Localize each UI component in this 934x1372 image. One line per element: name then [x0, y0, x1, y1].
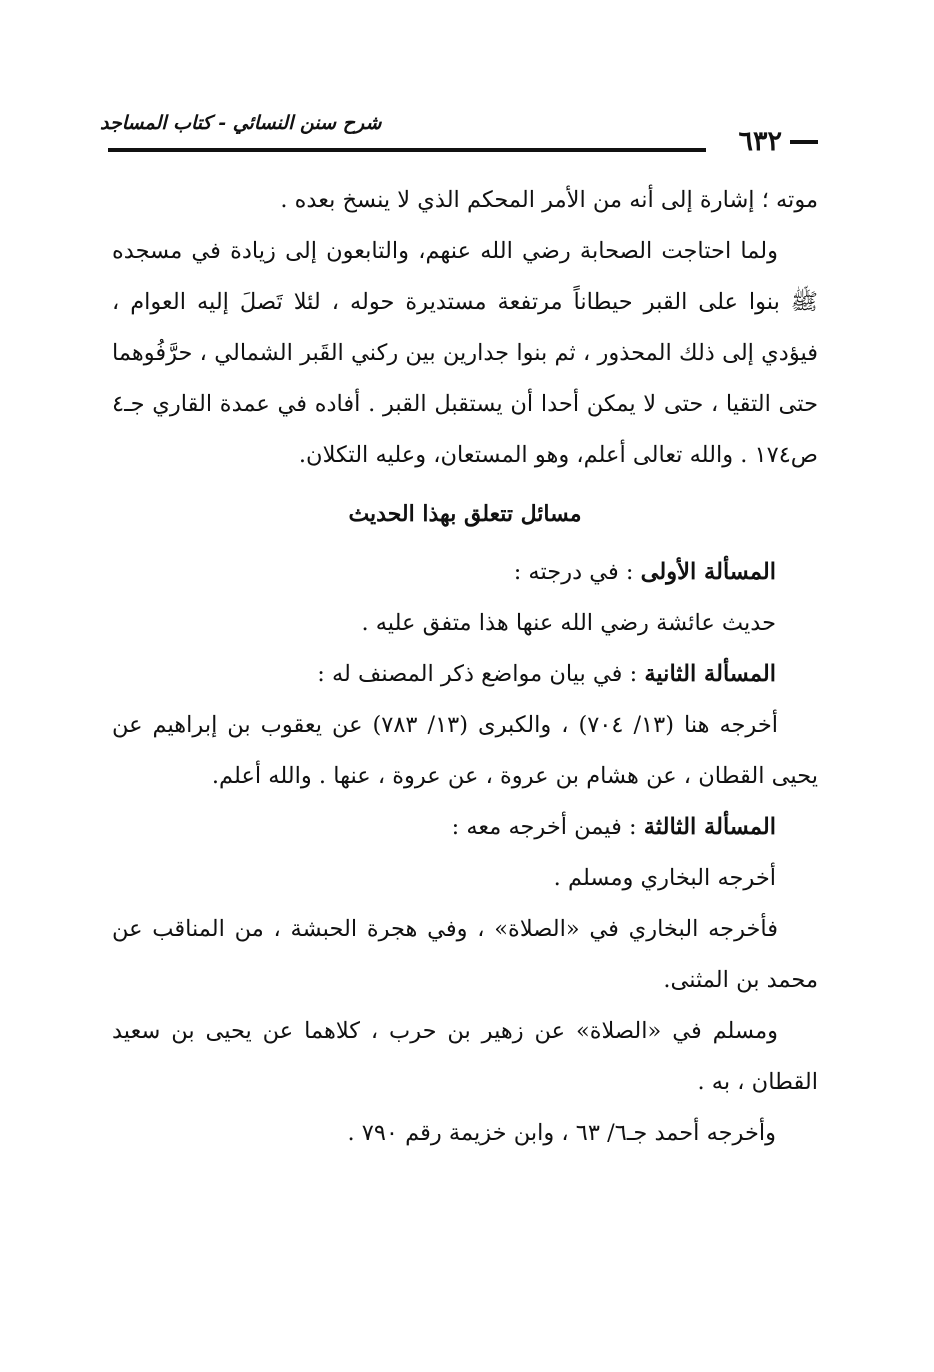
paragraph: ومسلم في «الصلاة» عن زهير بن حرب ، كلاهما عن يحيى بن سعيد القطان ، به . [112, 1018, 818, 1095]
page-number-dash [790, 140, 818, 144]
question-label: المسألة الأولى [640, 559, 776, 585]
section-title: مسائل تتعلق بهذا الحديث [348, 501, 582, 527]
paragraph: أخرجه البخاري ومسلم . [553, 865, 776, 891]
question-topic: : في درجته : [513, 559, 641, 585]
running-title: شرح سنن النسائي - كتاب المساجد [100, 112, 382, 134]
question-label: المسألة الثانية [644, 661, 776, 687]
question-heading [112, 649, 818, 700]
paragraph: موته ؛ إشارة إلى أنه من الأمر المحكم الذي لا ينسخ بعده . [280, 187, 818, 213]
page-body [112, 175, 818, 1159]
paragraph: فأخرجه البخاري في «الصلاة» ، وفي هجرة الحبشة ، من المناقب عن محمد بن المثنى. [112, 916, 818, 993]
page-header [100, 108, 818, 158]
paragraph: ولما احتاجت الصحابة رضي الله عنهم، والتابعون إلى زيادة في مسجده ﷺ بنوا على القبر حيطاناً مرتفعة مستديرة حوله ، لئلا تَصلَ إليه العوام ، فيؤدي إلى ذلك المحذور ، ثم بنوا جدارين بين ركني القَبر الشمالي ، حرَّفُوهما حتى التقيا ، حتى لا يمكن أحدا أن يستقبل القبر . أفاده في عمدة القاري جـ٤ ص١٧٤ . والله تعالى أعلم، وهو المستعان، وعليه التكلان. [112, 238, 818, 468]
question-label: المسألة الثالثة [643, 814, 776, 840]
question-topic: : فيمن أخرجه معه : [451, 814, 644, 840]
page-number-area [738, 126, 818, 157]
paragraph: حديث عائشة رضي الله عنها هذا متفق عليه . [361, 610, 776, 636]
header-rule [108, 148, 706, 152]
paragraph: أخرجه هنا (١٣/ ٧٠٤) ، والكبرى (١٣/ ٧٨٣) عن يعقوب بن إبراهيم عن يحيى القطان ، عن هشام بن عروة ، عن عروة ، عنها . والله أعلم. [112, 712, 818, 789]
question-heading [112, 802, 818, 853]
page-number: ٦٣٢ [738, 126, 782, 157]
question-heading [112, 547, 818, 598]
question-topic: : في بيان مواضع ذكر المصنف له : [317, 661, 645, 687]
paragraph: وأخرجه أحمد جـ٦/ ٦٣ ، وابن خزيمة رقم ٧٩٠ . [347, 1120, 776, 1146]
